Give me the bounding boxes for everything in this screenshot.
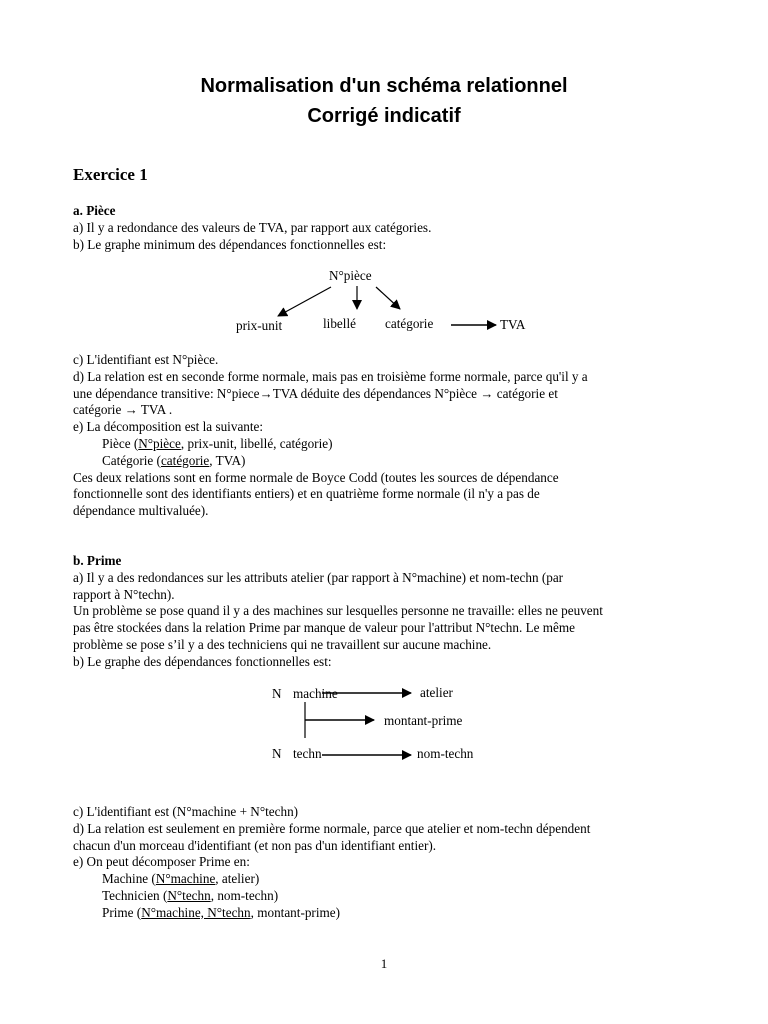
part-a-p2: fonctionnelle sont des identifiants entiers) et en quatrième forme normale (il n'y a pas de bbox=[73, 486, 540, 502]
part-b-d2: chacun d'un morceau d'identifiant (et non pas d'un identifiant entier). bbox=[73, 837, 437, 853]
node-machine: machine bbox=[293, 686, 338, 701]
part-a-p3: dépendance multivaluée). bbox=[73, 503, 209, 519]
relation-piece: Pièce (N°pièce, prix-unit, libellé, catégorie) bbox=[102, 435, 333, 451]
relation-categorie: Catégorie (catégorie, TVA) bbox=[102, 452, 246, 468]
part-a-body bbox=[73, 352, 699, 520]
node-categorie: catégorie bbox=[385, 316, 434, 331]
part-a-c: c) L'identifiant est N°pièce. bbox=[73, 352, 219, 367]
part-a-b: b) Le graphe minimum des dépendances fonctionnelles est: bbox=[73, 236, 387, 252]
part-b-heading: b. Prime bbox=[73, 553, 122, 568]
part-b-b: b) Le graphe des dépendances fonctionnelles est: bbox=[73, 653, 332, 669]
node-npiece: N°pièce bbox=[329, 268, 372, 283]
part-b-intro bbox=[73, 553, 699, 671]
node-n-techn-prefix: N bbox=[272, 746, 282, 761]
part-a-e: e) La décomposition est la suivante: bbox=[73, 419, 264, 435]
part-b-e: e) On peut décomposer Prime en: bbox=[73, 854, 250, 870]
part-b-body bbox=[73, 804, 699, 922]
part-a-d1: d) La relation est en seconde forme normale, mais pas en troisième forme normale, parce qu'il y a bbox=[73, 368, 588, 384]
part-b-q3: problème se pose s’il y a des techniciens qui ne travaillent sur aucune machine. bbox=[73, 636, 492, 652]
arrow-to-categorie bbox=[376, 287, 400, 309]
title-line-2: Corrigé indicatif bbox=[307, 105, 461, 127]
part-b-q2: pas être stockées dans la relation Prime par manque de valeur pour l'attribut N°techn. Le même bbox=[73, 620, 576, 636]
part-a-p1: Ces deux relations sont en forme normale de Boyce Codd (toutes les sources de dépendance bbox=[73, 469, 559, 485]
part-b-a1: a) Il y a des redondances sur les attributs atelier (par rapport à N°machine) et nom-techn (par bbox=[73, 569, 564, 585]
exercise-heading: Exercice 1 bbox=[73, 165, 148, 184]
title-line-1: Normalisation d'un schéma relationnel bbox=[200, 75, 568, 97]
part-a-d2: une dépendance transitive: N°piece→TVA déduite des dépendances N°pièce → catégorie et bbox=[73, 385, 558, 401]
part-b-a2: rapport à N°techn). bbox=[73, 586, 175, 602]
arrow-to-prix-unit bbox=[278, 287, 331, 316]
node-techn: techn bbox=[293, 746, 322, 761]
part-a-heading: a. Pièce bbox=[73, 203, 116, 218]
part-b-d1: d) La relation est seulement en première forme normale, parce que atelier et nom-techn dépendent bbox=[73, 820, 591, 836]
node-montant-prime: montant-prime bbox=[384, 713, 463, 728]
node-libelle: libellé bbox=[323, 316, 356, 331]
node-nom-techn: nom-techn bbox=[417, 746, 474, 761]
part-a-d3: catégorie → TVA . bbox=[73, 402, 173, 418]
node-tva: TVA bbox=[500, 317, 526, 332]
relation-technicien: Technicien (N°techn, nom-techn) bbox=[102, 887, 279, 903]
part-b-c: c) L'identifiant est (N°machine + N°techn) bbox=[73, 804, 299, 819]
part-a-a: a) Il y a redondance des valeurs de TVA, par rapport aux catégories. bbox=[73, 219, 432, 235]
relation-prime: Prime (N°machine, N°techn, montant-prime) bbox=[102, 904, 340, 920]
page-number: 1 bbox=[380, 956, 388, 971]
node-atelier: atelier bbox=[420, 685, 453, 700]
node-prix-unit: prix-unit bbox=[236, 318, 283, 333]
part-b-q1: Un problème se pose quand il y a des machines sur lesquelles personne ne travaille: elles ne peuvent bbox=[73, 603, 603, 619]
node-n-machine-prefix: N bbox=[272, 686, 282, 701]
relation-machine: Machine (N°machine, atelier) bbox=[102, 871, 260, 887]
